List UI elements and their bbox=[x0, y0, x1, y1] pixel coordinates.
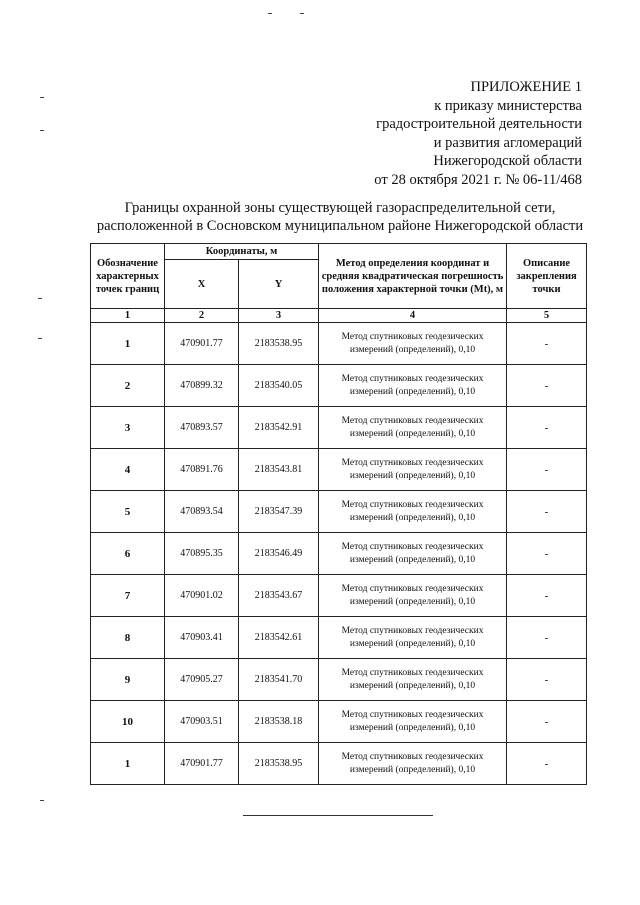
table-row bbox=[91, 449, 587, 491]
x-coordinate-cell: 470891.76 bbox=[165, 449, 239, 491]
x-coordinate-cell: 470901.77 bbox=[165, 323, 239, 365]
y-coordinate-cell: 2183547.39 bbox=[239, 491, 319, 533]
x-coordinate-cell: 470903.51 bbox=[165, 701, 239, 743]
table-body bbox=[91, 323, 587, 785]
appendix-line: градостроительной деятельности bbox=[376, 116, 582, 132]
method-cell: Метод спутниковых геодезических измерений (определений), 0,10 bbox=[319, 491, 507, 533]
point-number-cell: 1 bbox=[91, 743, 165, 785]
description-cell: - bbox=[507, 659, 587, 701]
appendix-order-date: от 28 октября 2021 г. № 06-11/468 bbox=[374, 171, 582, 188]
table-row bbox=[91, 491, 587, 533]
y-coordinate-cell: 2183546.49 bbox=[239, 533, 319, 575]
point-number-cell: 3 bbox=[91, 407, 165, 449]
description-cell: - bbox=[507, 743, 587, 785]
title-line: расположенной в Сосновском муниципальном районе Нижегородской области bbox=[96, 218, 584, 234]
method-cell: Метод спутниковых геодезических измерений (определений), 0,10 bbox=[319, 575, 507, 617]
column-number: 2 bbox=[165, 309, 239, 323]
column-number: 4 bbox=[319, 309, 507, 323]
point-number-cell: 7 bbox=[91, 575, 165, 617]
description-cell: - bbox=[507, 701, 587, 743]
point-number-cell: 9 bbox=[91, 659, 165, 701]
y-coordinate-cell: 2183540.05 bbox=[239, 365, 319, 407]
table-row bbox=[91, 701, 587, 743]
y-coordinate-cell: 2183538.95 bbox=[239, 743, 319, 785]
scan-mark bbox=[40, 130, 44, 131]
description-cell: - bbox=[507, 617, 587, 659]
y-coordinate-cell: 2183542.61 bbox=[239, 617, 319, 659]
header-method: Метод определения координат и средняя квадратическая погрешность положения характерной точки (Mt), м bbox=[319, 244, 507, 309]
description-cell: - bbox=[507, 575, 587, 617]
header-point: Обозначение характерных точек границ bbox=[91, 244, 165, 309]
table-row bbox=[91, 659, 587, 701]
description-cell: - bbox=[507, 407, 587, 449]
signature-line bbox=[243, 815, 433, 816]
method-cell: Метод спутниковых геодезических измерений (определений), 0,10 bbox=[319, 323, 507, 365]
method-cell: Метод спутниковых геодезических измерений (определений), 0,10 bbox=[319, 449, 507, 491]
scan-mark bbox=[40, 97, 44, 98]
appendix-heading: ПРИЛОЖЕНИЕ 1 bbox=[470, 79, 582, 95]
header-desc: Описание закрепления точки bbox=[507, 244, 587, 309]
point-number-cell: 1 bbox=[91, 323, 165, 365]
header-coords: Координаты, м bbox=[165, 244, 319, 260]
scan-mark bbox=[300, 13, 304, 14]
y-coordinate-cell: 2183538.95 bbox=[239, 323, 319, 365]
point-number-cell: 8 bbox=[91, 617, 165, 659]
x-coordinate-cell: 470901.77 bbox=[165, 743, 239, 785]
scan-mark bbox=[38, 338, 42, 339]
point-number-cell: 6 bbox=[91, 533, 165, 575]
table-row bbox=[91, 407, 587, 449]
y-coordinate-cell: 2183542.91 bbox=[239, 407, 319, 449]
method-cell: Метод спутниковых геодезических измерений (определений), 0,10 bbox=[319, 701, 507, 743]
title-line: Границы охранной зоны существующей газораспределительной сети, bbox=[124, 200, 556, 216]
document-title bbox=[60, 199, 620, 235]
column-number: 5 bbox=[507, 309, 587, 323]
method-cell: Метод спутниковых геодезических измерений (определений), 0,10 bbox=[319, 365, 507, 407]
description-cell: - bbox=[507, 365, 587, 407]
appendix-line: Нижегородской области bbox=[433, 153, 582, 169]
point-number-cell: 4 bbox=[91, 449, 165, 491]
column-number: 1 bbox=[91, 309, 165, 323]
scan-mark bbox=[40, 800, 44, 801]
y-coordinate-cell: 2183538.18 bbox=[239, 701, 319, 743]
y-coordinate-cell: 2183543.67 bbox=[239, 575, 319, 617]
point-number-cell: 5 bbox=[91, 491, 165, 533]
point-number-cell: 10 bbox=[91, 701, 165, 743]
appendix-line: и развития агломераций bbox=[433, 134, 582, 151]
table-row bbox=[91, 323, 587, 365]
x-coordinate-cell: 470893.54 bbox=[165, 491, 239, 533]
column-number: 3 bbox=[239, 309, 319, 323]
header-x: X bbox=[165, 260, 239, 309]
x-coordinate-cell: 470903.41 bbox=[165, 617, 239, 659]
x-coordinate-cell: 470893.57 bbox=[165, 407, 239, 449]
x-coordinate-cell: 470905.27 bbox=[165, 659, 239, 701]
scan-mark bbox=[268, 13, 272, 14]
point-number-cell: 2 bbox=[91, 365, 165, 407]
method-cell: Метод спутниковых геодезических измерений (определений), 0,10 bbox=[319, 617, 507, 659]
y-coordinate-cell: 2183543.81 bbox=[239, 449, 319, 491]
coordinates-table bbox=[90, 243, 587, 785]
description-cell: - bbox=[507, 491, 587, 533]
description-cell: - bbox=[507, 533, 587, 575]
table-row bbox=[91, 365, 587, 407]
table-row bbox=[91, 575, 587, 617]
x-coordinate-cell: 470899.32 bbox=[165, 365, 239, 407]
appendix-line: к приказу министерства bbox=[434, 97, 582, 114]
x-coordinate-cell: 470901.02 bbox=[165, 575, 239, 617]
method-cell: Метод спутниковых геодезических измерений (определений), 0,10 bbox=[319, 533, 507, 575]
method-cell: Метод спутниковых геодезических измерений (определений), 0,10 bbox=[319, 407, 507, 449]
method-cell: Метод спутниковых геодезических измерений (определений), 0,10 bbox=[319, 743, 507, 785]
method-cell: Метод спутниковых геодезических измерений (определений), 0,10 bbox=[319, 659, 507, 701]
description-cell: - bbox=[507, 323, 587, 365]
appendix-block bbox=[374, 78, 582, 189]
header-y: Y bbox=[239, 260, 319, 309]
table-row bbox=[91, 617, 587, 659]
scan-mark bbox=[38, 298, 42, 299]
description-cell: - bbox=[507, 449, 587, 491]
y-coordinate-cell: 2183541.70 bbox=[239, 659, 319, 701]
table-row bbox=[91, 533, 587, 575]
table-row bbox=[91, 743, 587, 785]
x-coordinate-cell: 470895.35 bbox=[165, 533, 239, 575]
